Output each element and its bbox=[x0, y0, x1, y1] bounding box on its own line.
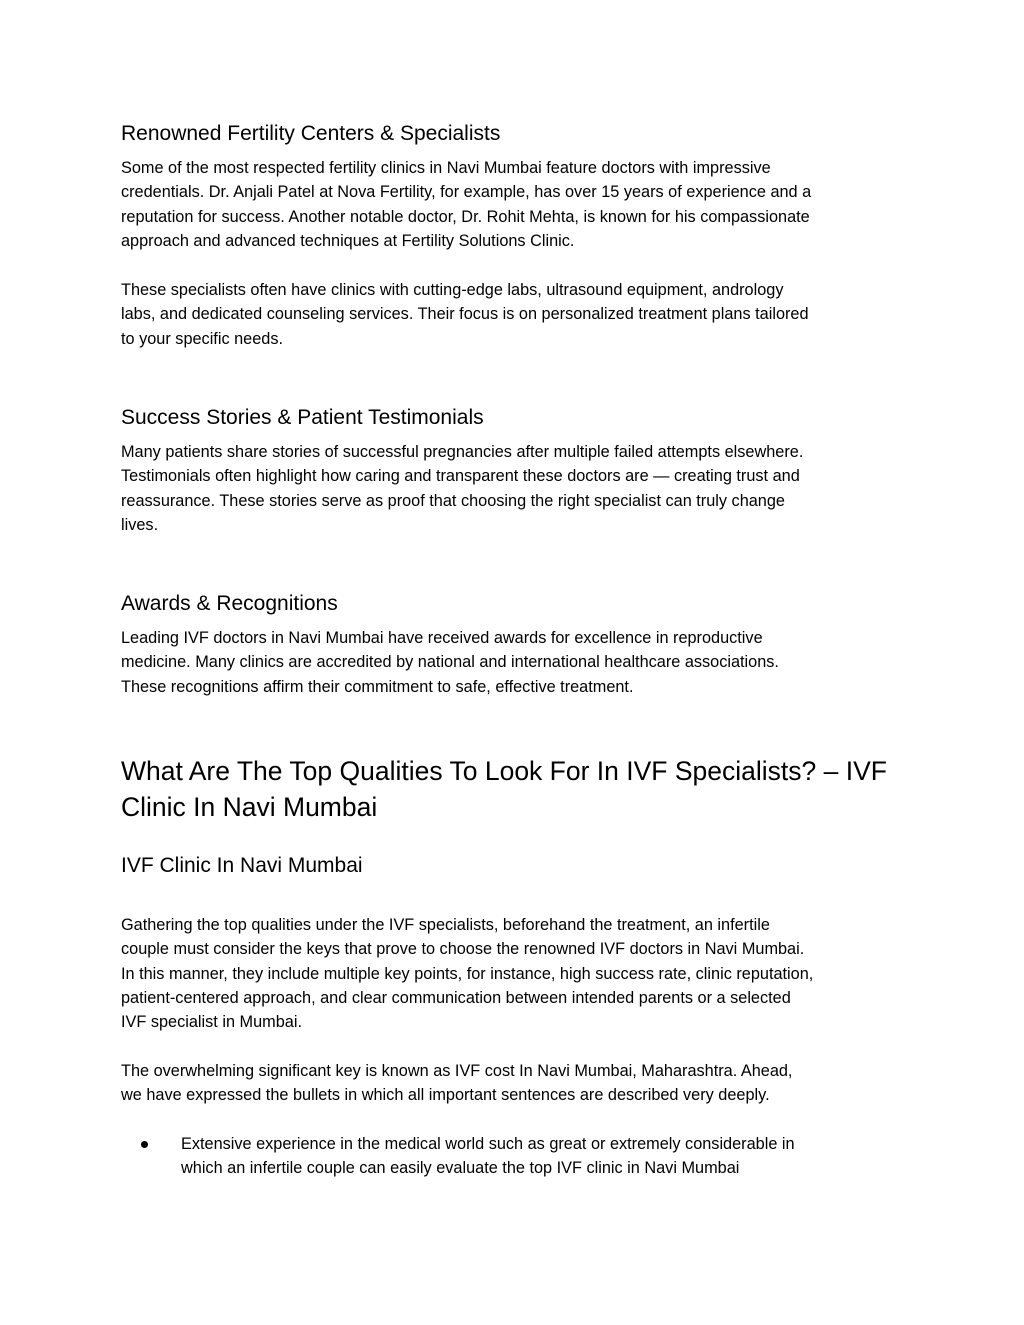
text-line: Gathering the top qualities under the IVF specialists, beforehand the treatment, an infertile bbox=[121, 916, 770, 934]
text-line: Testimonials often highlight how caring and transparent these doctors are — creating trust and bbox=[121, 467, 800, 486]
section-heading-renowned-centers: Renowned Fertility Centers & Specialists bbox=[121, 122, 501, 145]
text-line: Many patients share stories of successful pregnancies after multiple failed attempts elsewhere. bbox=[121, 443, 804, 461]
list-item bbox=[121, 1132, 911, 1181]
text-line: Leading IVF doctors in Navi Mumbai have received awards for excellence in reproductive bbox=[121, 629, 763, 647]
text-line: medicine. Many clinics are accredited by national and international healthcare associations. bbox=[121, 653, 779, 672]
text-line: lives. bbox=[121, 515, 159, 534]
main-heading-top-qualities bbox=[121, 753, 911, 825]
text-line: couple must consider the keys that prove to choose the renowned IVF doctors in Navi Mumbai. bbox=[121, 940, 805, 959]
bullet-icon bbox=[141, 1141, 148, 1148]
paragraph-awards bbox=[121, 626, 911, 699]
text-line: which an infertile couple can easily evaluate the top IVF clinic in Navi Mumbai bbox=[181, 1159, 740, 1178]
paragraph-renowned-centers-1 bbox=[121, 156, 911, 253]
paragraph-renowned-centers-2 bbox=[121, 278, 911, 351]
text-line: reputation for success. Another notable doctor, Dr. Rohit Mehta, is known for his compassionate bbox=[121, 207, 810, 226]
paragraph-success-stories bbox=[121, 440, 911, 537]
text-line: credentials. Dr. Anjali Patel at Nova Fertility, for example, has over 15 years of experience and a bbox=[121, 183, 812, 202]
text-line: we have expressed the bullets in which all important sentences are described very deeply. bbox=[121, 1086, 770, 1105]
text-line: reassurance. These stories serve as proof that choosing the right specialist can truly change bbox=[121, 491, 785, 510]
section-heading-success-stories: Success Stories & Patient Testimonials bbox=[121, 406, 484, 429]
bullet-list-qualities bbox=[121, 1132, 911, 1181]
paragraph-ivf-cost bbox=[121, 1059, 911, 1108]
text-line: to your specific needs. bbox=[121, 329, 283, 348]
text-line: IVF specialist in Mumbai. bbox=[121, 1013, 302, 1032]
text-line: The overwhelming significant key is known as IVF cost In Navi Mumbai, Maharashtra. Ahead, bbox=[121, 1062, 793, 1080]
text-line: These specialists often have clinics with cutting-edge labs, ultrasound equipment, andrology bbox=[121, 281, 784, 299]
text-line: Extensive experience in the medical world such as great or extremely considerable in bbox=[181, 1135, 795, 1153]
text-line: Some of the most respected fertility clinics in Navi Mumbai feature doctors with impressive bbox=[121, 159, 771, 177]
heading-line: What Are The Top Qualities To Look For In IVF Specialists? – IVF bbox=[121, 756, 887, 786]
text-line: In this manner, they include multiple key points, for instance, high success rate, clinic reputation, bbox=[121, 964, 814, 983]
text-line: approach and advanced techniques at Fertility Solutions Clinic. bbox=[121, 231, 575, 250]
text-line: labs, and dedicated counseling services. Their focus is on personalized treatment plans tailored bbox=[121, 305, 809, 324]
heading-line: Clinic In Navi Mumbai bbox=[121, 792, 378, 822]
text-line: These recognitions affirm their commitment to safe, effective treatment. bbox=[121, 677, 634, 696]
paragraph-gathering-qualities bbox=[121, 913, 911, 1034]
text-line: patient-centered approach, and clear communication between intended parents or a selected bbox=[121, 988, 791, 1007]
subheading-ivf-clinic: IVF Clinic In Navi Mumbai bbox=[121, 854, 363, 877]
section-heading-awards: Awards & Recognitions bbox=[121, 592, 338, 615]
